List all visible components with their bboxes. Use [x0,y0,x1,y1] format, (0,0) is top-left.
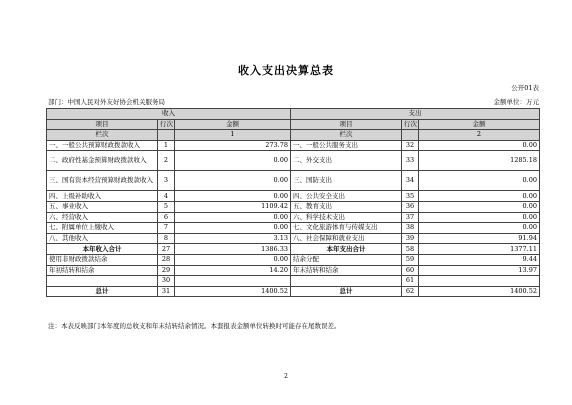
income-item: 六、经营收入 [47,212,158,223]
table-row [47,233,540,244]
income-amount: 1400.52 [175,286,291,297]
expense-amount: 1400.52 [419,286,540,297]
income-row-no: 1 [158,140,175,151]
income-col-blank [158,130,175,141]
expense-row-no: 61 [402,276,419,287]
income-row-no: 7 [158,223,175,234]
expense-row-no: 39 [402,233,419,244]
income-amount: 0.00 [175,171,291,191]
expense-row-no: 33 [402,151,419,171]
income-item: 二、政府性基金预算财政拨款收入 [47,151,158,171]
income-row-no: 6 [158,212,175,223]
expense-item-header: 项目 [291,119,402,130]
expense-section-header: 支出 [291,109,540,120]
income-row-no: 4 [158,191,175,202]
income-item-header: 项目 [47,119,158,130]
expense-amount: 1285.18 [419,151,540,171]
expense-amount: 1377.11 [419,244,540,255]
table-row [47,254,540,265]
expense-row-no: 58 [402,244,419,255]
income-row-no: 28 [158,254,175,265]
table-row [47,212,540,223]
expense-item: 八、社会保障和就业支出 [291,233,402,244]
income-amount: 14.20 [175,265,291,276]
table-row [47,140,540,151]
expense-row-no: 38 [402,223,419,234]
expense-row-no: 32 [402,140,419,151]
expense-amount: 9.44 [419,254,540,265]
expense-row-no: 34 [402,171,419,191]
expense-row-no: 60 [402,265,419,276]
expense-rowno-header: 行次 [402,119,419,130]
expense-amount: 0.00 [419,201,540,212]
expense-amount: 0.00 [419,191,540,202]
income-row-no: 2 [158,151,175,171]
expense-item: 总计 [291,286,402,297]
income-item: 七、附属单位上缴收入 [47,223,158,234]
expense-amount [419,276,540,287]
table-row-subtotal [47,244,540,255]
income-item: 本年收入合计 [47,244,158,255]
table-row [47,276,540,287]
expense-col-number: 2 [419,130,540,141]
income-item: 四、上级补助收入 [47,191,158,202]
department-label: 部门：中国人民对外友好协会机关服务局 [48,98,165,106]
income-amount: 0.00 [175,151,291,171]
expense-item [291,276,402,287]
income-row-no: 27 [158,244,175,255]
income-item: 八、其他收入 [47,233,158,244]
income-col-label: 栏次 [47,130,158,141]
expense-item: 五、教育支出 [291,201,402,212]
page-number: 2 [284,373,288,380]
income-expense-table [46,108,540,297]
expense-amount: 91.94 [419,233,540,244]
table-row [47,191,540,202]
income-row-no: 31 [158,286,175,297]
expense-amount: 0.00 [419,223,540,234]
expense-item: 四、公共安全支出 [291,191,402,202]
income-item: 三、国有资本经营预算财政拨款收入 [47,171,158,191]
income-amount-header: 金额 [175,119,291,130]
income-amount: 1109.42 [175,201,291,212]
expense-amount: 13.97 [419,265,540,276]
table-row [47,201,540,212]
income-row-no: 5 [158,201,175,212]
income-row-no: 8 [158,233,175,244]
income-item: 总计 [47,286,158,297]
form-code: 公开01表 [511,84,539,92]
income-item [47,276,158,287]
income-amount [175,276,291,287]
income-item: 一、一般公共预算财政拨款收入 [47,140,158,151]
income-section-header: 收入 [47,109,291,120]
column-number-row [47,130,540,141]
expense-item: 一、一般公共服务支出 [291,140,402,151]
expense-item: 六、科学技术支出 [291,212,402,223]
expense-item: 本年支出合计 [291,244,402,255]
income-row-no: 3 [158,171,175,191]
income-item: 使用非财政拨款结余 [47,254,158,265]
expense-amount-header: 金额 [419,119,540,130]
expense-row-no: 36 [402,201,419,212]
expense-row-no: 62 [402,286,419,297]
expense-amount: 0.00 [419,212,540,223]
income-row-no: 29 [158,265,175,276]
income-amount: 3.13 [175,233,291,244]
expense-item: 七、文化旅游体育与传媒支出 [291,223,402,234]
expense-row-no: 35 [402,191,419,202]
table-note: 注：本表反映部门本年度的总收支和年末结转结余情况。本套报表金额单位转换时可能存在尾数误差。 [48,322,341,330]
expense-row-no: 37 [402,212,419,223]
income-rowno-header: 行次 [158,119,175,130]
unit-label: 金额单位：万元 [493,98,539,106]
expense-row-no: 59 [402,254,419,265]
column-header-row [47,119,540,130]
section-header-row [47,109,540,120]
income-amount: 0.00 [175,223,291,234]
expense-item: 三、国防支出 [291,171,402,191]
income-item: 年初结转和结余 [47,265,158,276]
expense-col-blank [402,130,419,141]
table-row [47,171,540,191]
expense-item: 年末结转和结余 [291,265,402,276]
expense-item: 结余分配 [291,254,402,265]
expense-item: 二、外交支出 [291,151,402,171]
expense-col-label: 栏次 [291,130,402,141]
expense-amount: 0.00 [419,140,540,151]
table-row [47,223,540,234]
table-row [47,265,540,276]
income-col-number: 1 [175,130,291,141]
expense-amount: 0.00 [419,171,540,191]
income-amount: 0.00 [175,212,291,223]
income-item: 五、事业收入 [47,201,158,212]
income-amount: 0.00 [175,254,291,265]
report-title: 收入支出决算总表 [238,64,334,77]
income-amount: 1386.33 [175,244,291,255]
table-row-total [47,286,540,297]
table-row [47,151,540,171]
income-row-no: 30 [158,276,175,287]
income-amount: 0.00 [175,191,291,202]
income-amount: 273.78 [175,140,291,151]
